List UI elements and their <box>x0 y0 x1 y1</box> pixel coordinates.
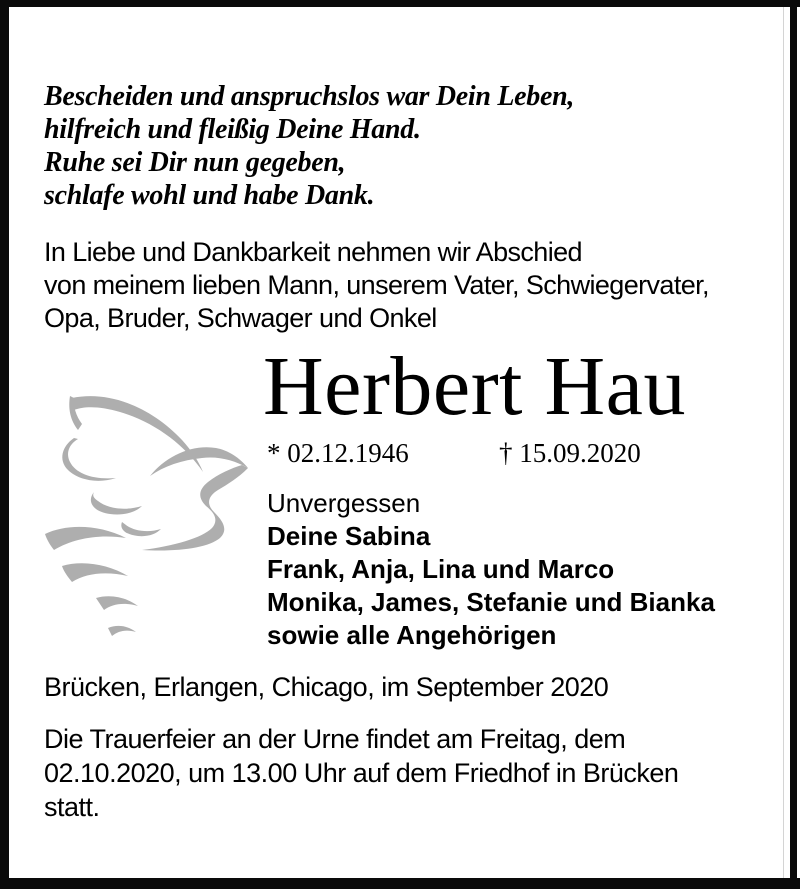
funeral-line: 02.10.2020, um 13.00 Uhr auf dem Friedhof in Brücken <box>44 758 679 788</box>
funeral-announcement <box>44 722 678 824</box>
poem-line: schlafe wohl und habe Dank. <box>44 180 375 211</box>
mourner-line: sowie alle Angehörigen <box>267 620 557 650</box>
frame-left-bar <box>0 0 9 889</box>
intro-line: von meinem lieben Mann, unserem Vater, Schwiegervater, <box>44 270 709 300</box>
funeral-line: Die Trauerfeier an der Urne findet am Freitag, dem <box>44 724 626 754</box>
mourner-line: Frank, Anja, Lina und Marco <box>267 554 615 584</box>
funeral-line: statt. <box>44 792 100 822</box>
memorial-poem <box>44 80 574 212</box>
deceased-name: Herbert Hau <box>263 340 686 433</box>
mourner-line: Monika, James, Stefanie und Bianka <box>267 587 715 617</box>
clipping-edge-line <box>783 7 784 878</box>
dove-icon <box>26 388 264 644</box>
mourners-block <box>267 487 715 652</box>
mourner-line: Deine Sabina <box>267 521 431 551</box>
death-date: † 15.09.2020 <box>499 438 641 468</box>
poem-line: Bescheiden und anspruchslos war Dein Leben, <box>44 81 575 112</box>
frame-right-bar <box>790 0 797 889</box>
intro-line: Opa, Bruder, Schwager und Onkel <box>44 303 437 333</box>
farewell-intro <box>44 236 709 335</box>
frame-top-bar <box>0 0 800 7</box>
intro-line: In Liebe und Dankbarkeit nehmen wir Abschied <box>44 237 582 267</box>
poem-line: hilfreich und fleißig Deine Hand. <box>44 114 421 145</box>
place-date-line: Brücken, Erlangen, Chicago, im September 2020 <box>44 672 609 702</box>
poem-line: Ruhe sei Dir nun gegeben, <box>44 147 346 178</box>
birth-date: * 02.12.1946 <box>267 438 409 468</box>
frame-bottom-bar <box>0 878 800 889</box>
remembrance-label: Unvergessen <box>267 488 421 518</box>
